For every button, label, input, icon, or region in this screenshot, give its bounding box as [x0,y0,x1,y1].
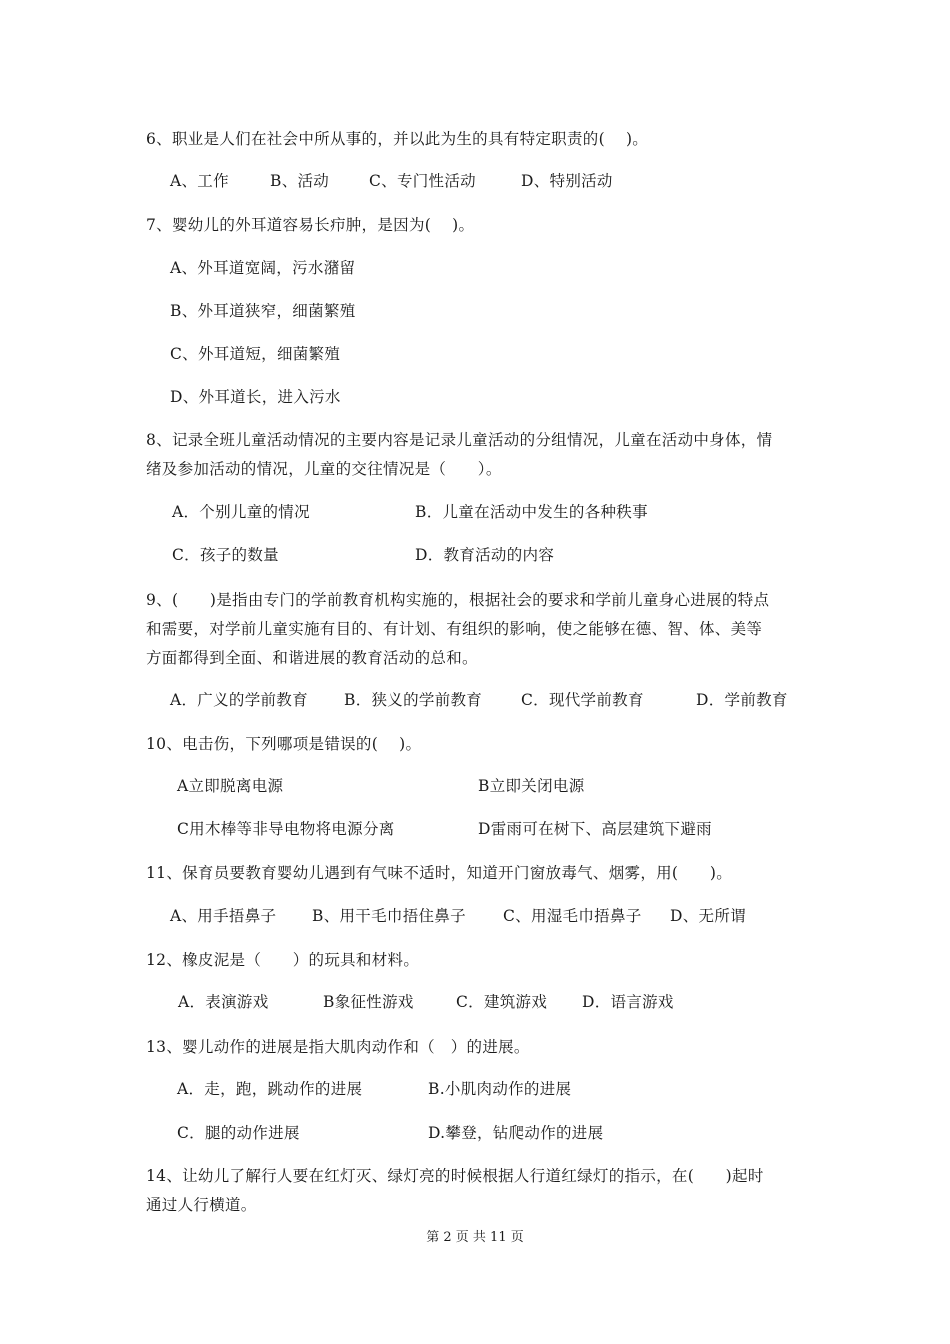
question-12-option-d: D．语言游戏 [582,993,674,1011]
question-9-option-c: C．现代学前教育 [521,691,644,709]
question-7-option-d: D、外耳道长，进入污水 [170,388,341,406]
question-8-option-b: B．儿童在活动中发生的各种秩事 [415,503,648,521]
question-8-stem-line-1: 8、记录全班儿童活动情况的主要内容是记录儿童活动的分组情况，儿童在活动中身体，情 [146,431,773,449]
question-13-option-d: D.攀登，钻爬动作的进展 [428,1124,604,1142]
question-6-option-a: A、工作 [170,172,229,190]
question-8-option-d: D．教育活动的内容 [415,546,555,564]
question-6-option-d: D、特别活动 [521,172,613,190]
question-13-stem: 13、婴儿动作的进展是指大肌肉动作和（ ）的进展。 [146,1038,530,1056]
question-11-option-a: A、用手捂鼻子 [170,907,277,925]
question-13-option-b: B.小肌肉动作的进展 [428,1080,572,1098]
question-12-option-b: B象征性游戏 [323,993,414,1011]
question-9-option-d: D．学前教育 [696,691,788,709]
question-12-option-c: C．建筑游戏 [456,993,548,1011]
question-11-option-c: C、用湿毛巾捂鼻子 [503,907,642,925]
question-11-stem: 11、保育员要教育婴幼儿遇到有气味不适时，知道开门窗放毒气、烟雾，用( )。 [146,864,733,882]
question-12-option-a: A．表演游戏 [178,993,269,1011]
question-7-option-c: C、外耳道短，细菌繁殖 [170,345,341,363]
question-7-option-b: B、外耳道狭窄，细菌繁殖 [170,302,356,320]
question-7-option-a: A、外耳道宽阔，污水潴留 [170,259,356,277]
question-9-stem-line-3: 方面都得到全面、和谐进展的教育活动的总和。 [146,649,478,667]
question-11-option-d: D、无所谓 [670,907,746,925]
question-9-stem-line-1: 9、( )是指由专门的学前教育机构实施的，根据社会的要求和学前儿童身心进展的特点 [146,591,770,609]
question-8-option-c: C．孩子的数量 [172,546,279,564]
question-9-option-a: A．广义的学前教育 [170,691,308,709]
question-7-stem: 7、婴幼儿的外耳道容易长疖肿，是因为( )。 [146,216,475,234]
question-6-stem: 6、职业是人们在社会中所从事的，并以此为生的具有特定职责的( )。 [146,130,649,148]
question-10-option-d: D雷雨可在树下、高层建筑下避雨 [478,820,712,838]
question-14-stem-line-1: 14、让幼儿了解行人要在红灯灭、绿灯亮的时候根据人行道红绿灯的指示，在( )起时 [146,1167,764,1185]
question-10-option-b: B立即关闭电源 [478,777,585,795]
question-13-option-c: C．腿的动作进展 [177,1124,300,1142]
question-9-stem-line-2: 和需要，对学前儿童实施有目的、有计划、有组织的影响，使之能够在德、智、体、美等 [146,620,763,638]
page-number: 第 2 页 共 11 页 [426,1230,524,1245]
question-6-option-b: B、活动 [270,172,330,190]
question-14-stem-line-2: 通过人行横道。 [146,1196,257,1214]
question-10-stem: 10、电击伤，下列哪项是错误的( )。 [146,735,422,753]
question-9-option-b: B．狭义的学前教育 [344,691,483,709]
question-6-option-c: C、专门性活动 [369,172,476,190]
question-8-stem-line-2: 绪及参加活动的情况，儿童的交往情况是（ ）。 [146,460,502,478]
question-10-option-c: C用木棒等非导电物将电源分离 [177,820,395,838]
question-12-stem: 12、橡皮泥是（ ）的玩具和材料。 [146,951,420,969]
question-10-option-a: A立即脱离电源 [177,777,284,795]
question-11-option-b: B、用干毛巾捂住鼻子 [312,907,466,925]
question-8-option-a: A．个别儿童的情况 [172,503,310,521]
question-13-option-a: A．走，跑，跳动作的进展 [177,1080,363,1098]
